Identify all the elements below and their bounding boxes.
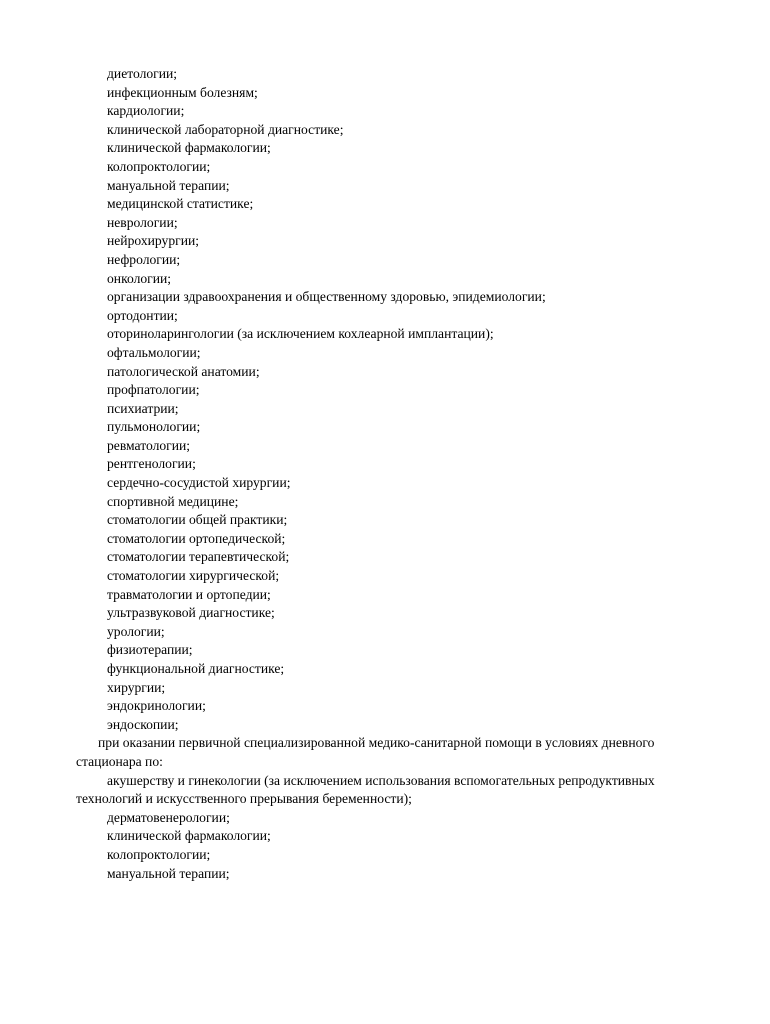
list-item: колопроктологии; — [107, 158, 211, 174]
list-item: кардиологии; — [107, 103, 185, 119]
list-item: сердечно-сосудистой хирургии; — [107, 475, 291, 491]
list-item: хирургии; — [107, 679, 166, 695]
list-item: стоматологии терапевтической; — [107, 549, 290, 565]
list-item: инфекционным болезням; — [107, 84, 258, 100]
list-item: мануальной терапии; — [107, 865, 230, 881]
section-heading-line-2: стационара по: — [76, 753, 163, 769]
list-item: физиотерапии; — [107, 642, 193, 658]
list-item: клинической фармакологии; — [107, 140, 271, 156]
list-item: эндокринологии; — [107, 698, 206, 714]
list-item: нефрологии; — [107, 251, 181, 267]
list-item: пульмонологии; — [107, 419, 201, 435]
list-item: организации здравоохранения и общественному здоровью, эпидемиологии; — [107, 289, 546, 305]
list-item: функциональной диагностике; — [107, 661, 285, 676]
list-item: ортодонтии; — [107, 307, 178, 323]
list-item: колопроктологии; — [107, 846, 211, 862]
list-item: клинической лабораторной диагностике; — [107, 121, 344, 137]
list-item: травматологии и ортопедии; — [107, 586, 271, 602]
list-item: клинической фармакологии; — [107, 828, 271, 844]
list-item: ультразвуковой диагностике; — [107, 605, 275, 621]
list-item: офтальмологии; — [107, 344, 201, 360]
obstetrics-item-line-1: акушерству и гинекологии (за исключением использования вспомогательных репродуктивных — [107, 772, 655, 788]
list-item: стоматологии хирургической; — [107, 568, 280, 584]
list-item: диетологии; — [107, 66, 178, 81]
list-item: урологии; — [107, 623, 165, 639]
list-item: неврологии; — [107, 214, 178, 230]
list-item: стоматологии общей практики; — [107, 512, 288, 528]
list-item: стоматологии ортопедической; — [107, 530, 286, 546]
document-text — [76, 65, 736, 883]
list-item: оториноларингологии (за исключением кохлеарной имплантации); — [107, 326, 494, 342]
list-item: онкологии; — [107, 270, 172, 286]
list-item: патологической анатомии; — [107, 363, 260, 379]
obstetrics-item-line-2: технологий и искусственного прерывания беременности); — [76, 791, 412, 807]
list-item: эндоскопии; — [107, 716, 179, 732]
list-item: медицинской статистике; — [107, 196, 254, 212]
list-item: мануальной терапии; — [107, 177, 230, 193]
list-item: нейрохирургии; — [107, 233, 200, 249]
list-item: профпатологии; — [107, 382, 200, 398]
list-item: спортивной медицине; — [107, 493, 239, 509]
list-item: дерматовенерологии; — [107, 809, 230, 825]
list-item: рентгенологии; — [107, 456, 196, 472]
section-heading-line-1: при оказании первичной специализированной медико-санитарной помощи в условиях дневного — [98, 735, 655, 751]
list-item: ревматологии; — [107, 437, 191, 453]
list-item: психиатрии; — [107, 400, 179, 416]
